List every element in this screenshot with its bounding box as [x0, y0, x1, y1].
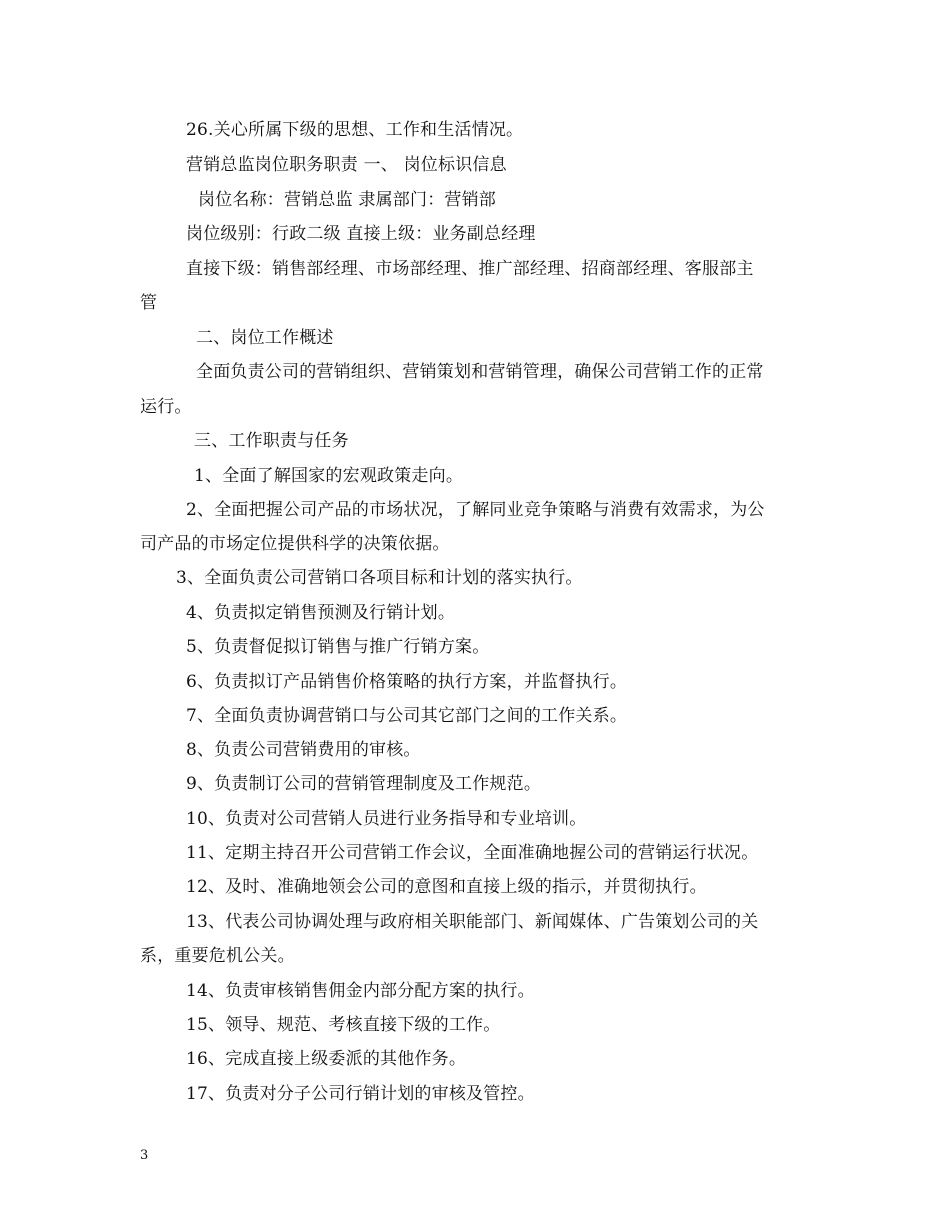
- duty-item-12: 12、及时、准确地领会公司的意图和直接上级的指示，并贯彻执行。: [186, 877, 707, 897]
- duty-item-16: 16、完成直接上级委派的其他作务。: [186, 1049, 467, 1069]
- duty-item-7: 7、全面负责协调营销口与公司其它部门之间的工作关系。: [186, 706, 628, 726]
- duty-item-10: 10、负责对公司营销人员进行业务指导和专业培训。: [186, 809, 587, 829]
- duty-item-13-continued: 系，重要危机公关。: [140, 946, 295, 966]
- duty-item-11: 11、定期主持召开公司营销工作会议，全面准确地握公司的营销运行状况。: [186, 843, 759, 863]
- section-heading-work-overview: 二、岗位工作概述: [196, 328, 334, 348]
- body-line-overview-continued: 运行。: [140, 397, 192, 417]
- body-line-position-name: 岗位名称：营销总监 隶属部门：营销部: [198, 190, 497, 210]
- duty-item-2: 2、全面把握公司产品的市场状况，了解同业竞争策略与消费有效需求，为公: [186, 500, 765, 520]
- body-line-subordinates-continued: 管: [140, 293, 158, 313]
- duty-item-15: 15、领导、规范、考核直接下级的工作。: [186, 1015, 501, 1035]
- duty-item-4: 4、负责拟定销售预测及行销计划。: [186, 603, 456, 623]
- duty-item-5: 5、负责督促拟订销售与推广行销方案。: [186, 637, 490, 657]
- section-heading-job-identification: 营销总监岗位职务职责 一、 岗位标识信息: [186, 155, 507, 175]
- duty-item-8: 8、负责公司营销费用的审核。: [186, 740, 421, 760]
- duty-item-2-continued: 司产品的市场定位提供科学的决策依据。: [140, 534, 450, 554]
- body-line-overview: 全面负责公司的营销组织、营销策划和营销管理，确保公司营销工作的正常: [196, 362, 764, 382]
- duty-item-13: 13、代表公司协调处理与政府相关职能部门、新闻媒体、广告策划公司的关: [186, 912, 759, 932]
- body-line-position-level: 岗位级别：行政二级 直接上级：业务副总经理: [186, 224, 536, 244]
- page-number: 3: [140, 1148, 149, 1163]
- duty-item-14: 14、负责审核销售佣金内部分配方案的执行。: [186, 981, 535, 1001]
- duty-item-9: 9、负责制订公司的营销管理制度及工作规范。: [186, 774, 542, 794]
- body-line-subordinates: 直接下级：销售部经理、市场部经理、推广部经理、招商部经理、客服部主: [186, 259, 754, 279]
- body-line-item-26: 26.关心所属下级的思想、工作和生活情况。: [186, 120, 524, 140]
- duty-item-3: 3、全面负责公司营销口各项目标和计划的落实执行。: [176, 568, 583, 588]
- duty-item-1: 1、全面了解国家的宏观政策走向。: [194, 466, 464, 486]
- duty-item-17: 17、负责对分子公司行销计划的审核及管控。: [186, 1084, 535, 1104]
- section-heading-duties: 三、工作职责与任务: [194, 431, 349, 451]
- duty-item-6: 6、负责拟订产品销售价格策略的执行方案，并监督执行。: [186, 672, 628, 692]
